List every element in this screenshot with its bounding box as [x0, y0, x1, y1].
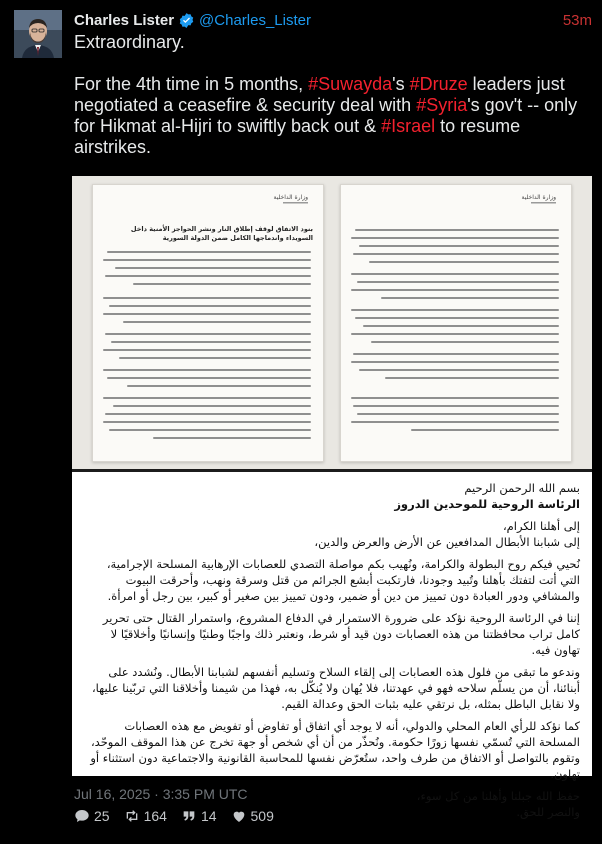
- tweet-line-2: [74, 74, 584, 158]
- like-count: 509: [250, 808, 274, 824]
- reply-count: 25: [94, 808, 110, 824]
- tweet-text-segment: 's gov't -- only for Hikmat al-Hijri to swiftly back out &: [74, 95, 578, 136]
- quote-count: 14: [200, 808, 217, 824]
- statement-paragraph-4: كما نؤكد للرأي العام المحلي والدولي، أنه لا يوجد أي اتفاق أو تفاوض أو تفويض مع هذه العصابات المسلحة التي تُسمّي نفسها زورًا حكومة. ونُحذّر من أن أي شخص أو جهة تخرج عن هذا الموقف الموحّد، وتقوم بالتواصل أو الاتفاق من طرف واحد، ستُعرّض نفسها للمحاسبة القانونية والاجتماعية دون استثناء أو تهاون.: [90, 719, 580, 781]
- statement-paragraph-3: وندعو ما تبقى من فلول هذه العصابات إلى إلقاء السلاح وتسليم أنفسهم لشبابنا الأبطال. ونُشدد على أبنائنا، أن من يسلّم سلاحه فهو في عهدتنا، فلا يُهان ولا يُنكّل به، فهذا من شيمنا وأخلاقنا التي تربّينا عليها، ولا نقابل الباطل بمثله، بل نرتقي عليه بثبات الحق وعدالة القيم.: [91, 665, 580, 711]
- reply-button[interactable]: [74, 808, 110, 824]
- avatar[interactable]: [14, 10, 62, 58]
- time-ago[interactable]: 53m: [562, 11, 592, 29]
- author-name[interactable]: Charles Lister: [74, 11, 175, 29]
- svg-text:وزارة الداخلية: وزارة الداخلية: [273, 194, 308, 201]
- verified-badge-icon: [178, 12, 195, 29]
- tweet-text-segment: 's: [392, 74, 410, 94]
- statement-basmala: بسم الله الرحمن الرحيم: [464, 481, 580, 495]
- statement-closing-1: حفظ الله جبلنا وأهلنا من كل سوء،: [416, 789, 580, 803]
- like-button[interactable]: [231, 808, 274, 824]
- statement-sender: الرئاسة الروحية للموحدين الدروز: [394, 497, 580, 511]
- svg-text:وزارة الداخلية: وزارة الداخلية: [521, 194, 556, 201]
- author-handle[interactable]: @Charles_Lister: [199, 11, 311, 29]
- tweet-stats: [74, 808, 274, 824]
- hashtag-druze[interactable]: #Druze: [409, 74, 468, 94]
- retweet-button[interactable]: [124, 808, 167, 824]
- hashtag-israel[interactable]: #Israel: [381, 116, 436, 136]
- document-title: بنود الاتفاق لوقف إطلاق النار ونشر الحواجز الأمنية داخل السويداء واندماجها الكامل ضمن الدولة السورية: [130, 225, 313, 242]
- tweet-text-segment: to resume airstrikes.: [74, 116, 521, 157]
- statement-paragraph-1: نُحيي فيكم روح البطولة والكرامة، ونُهيب بكم مواصلة التصدي للعصابات الإرهابية المسلحة الإجرامية، التي أتت لتفتك بأهلنا وتُبيد وجودنا، فارتكبت أبشع الجرائم من قتل وسرقة ونهب، وأحرقت البيوت والمشافي ودور العبادة دون تمييز من دين أو ضمير، ودون تمييز بين صغير أو كبير، بين رجل أو امرأة.: [106, 557, 580, 603]
- tweet-timestamp[interactable]: Jul 16, 2025 · 3:35 PM UTC: [74, 786, 248, 802]
- statement-closing-2: والنصر للحق.: [516, 805, 580, 819]
- retweet-icon: [124, 808, 140, 824]
- retweet-count: 164: [143, 808, 167, 824]
- hashtag-suwayda[interactable]: #Suwayda: [308, 74, 393, 94]
- documents-photo[interactable]: [72, 176, 592, 469]
- hashtag-syria[interactable]: #Syria: [416, 95, 468, 115]
- quote-icon: [181, 808, 197, 824]
- document-page-left: [92, 184, 324, 462]
- avatar-image: [14, 10, 62, 58]
- like-icon: [231, 808, 247, 824]
- statement-greeting-1: إلى أهلنا الكرام،: [502, 519, 580, 533]
- document-page-right: [340, 184, 572, 462]
- statement-greeting-2: إلى شبابنا الأبطال المدافعين عن الأرض والعرض والدين،: [314, 535, 580, 549]
- reply-icon: [74, 808, 90, 824]
- statement-paragraph-2: إننا في الرئاسة الروحية نؤكد على ضرورة الاستمرار في الدفاع المشروع، واستمرار القتال حتى تحرير كامل تراب محافظتنا من هذه العصابات دون قيد أو شرط، ونعتبر ذلك واجبًا وطنيًا وإنسانيًا وأخلاقيًا لا تهاون فيه.: [102, 611, 580, 657]
- tweet-header: [74, 10, 592, 30]
- quote-button[interactable]: [181, 808, 217, 824]
- tweet-text-segment: leaders just negotiated a ceasefire & security deal with: [74, 74, 565, 115]
- ministry-logo-icon: [253, 191, 309, 209]
- ministry-logo-icon: [501, 191, 557, 209]
- tweet-line-1: Extraordinary.: [74, 32, 185, 52]
- tweet-text-segment: For the 4th time in 5 months,: [74, 74, 309, 94]
- tweet-text: [74, 32, 584, 158]
